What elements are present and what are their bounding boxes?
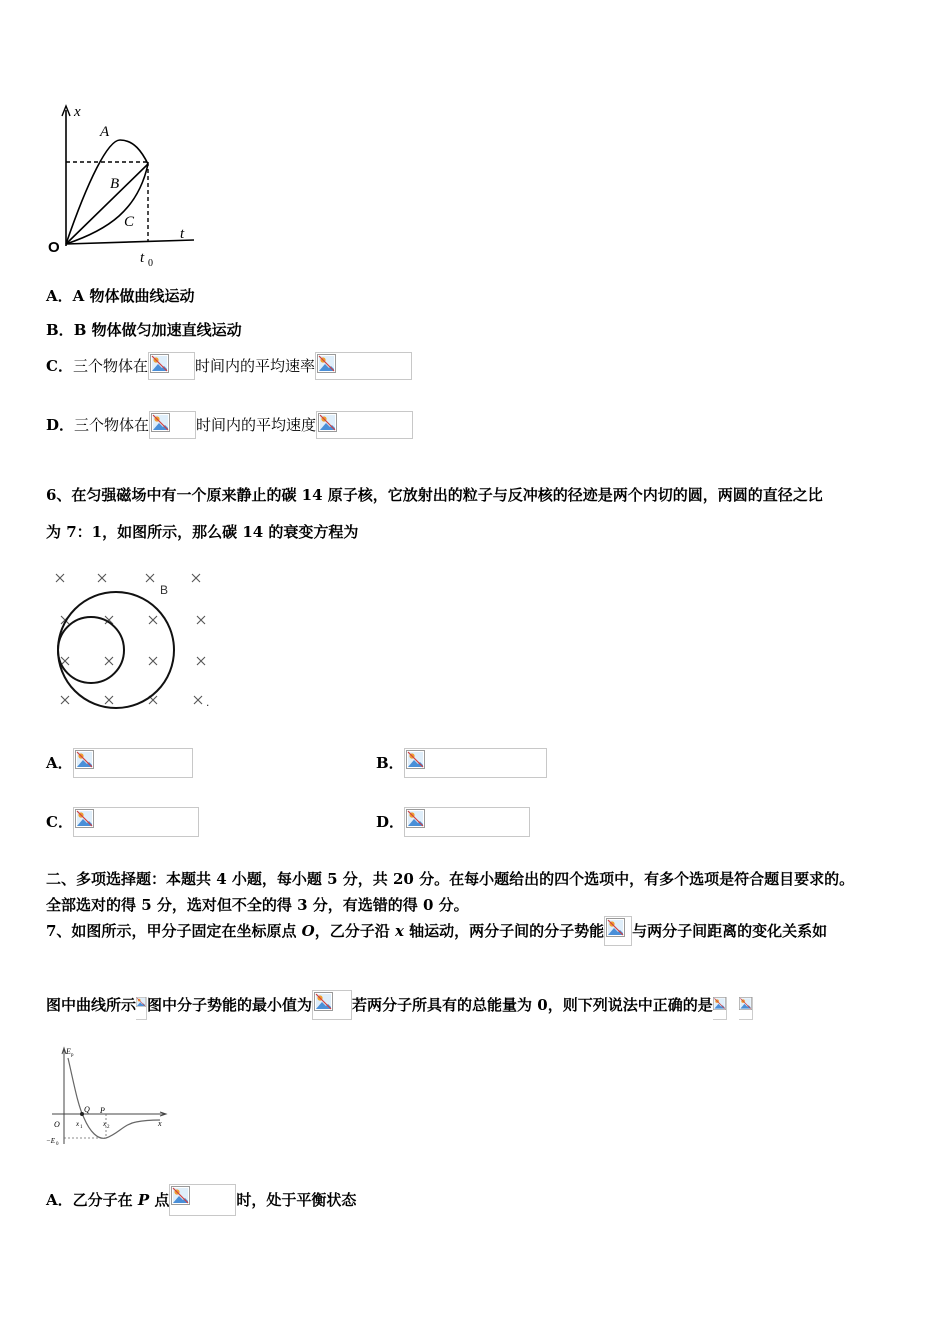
- q7-option-a-text: 时，处于平衡状态: [236, 1191, 357, 1209]
- q7-text: 若两分子所具有的总能量为 0，则下列说法中正确的是: [352, 996, 713, 1014]
- formula-image-e0: [312, 990, 352, 1020]
- broken-image-icon: [151, 413, 170, 432]
- field-dot: .: [206, 695, 210, 709]
- formula-image-velocity: [316, 411, 413, 439]
- t0-subscript: 0: [148, 258, 153, 269]
- broken-image-icon: [314, 992, 333, 1011]
- e0-label: −E: [46, 1137, 55, 1145]
- q7-option-a: [46, 1184, 356, 1216]
- broken-image-icon: [606, 918, 625, 937]
- q5-option-c-text-2: 时间内的平均速率: [194, 357, 315, 375]
- origin-label: O: [48, 239, 60, 256]
- q6-option-b-label: B．: [376, 754, 404, 772]
- broken-image-icon: [171, 1186, 190, 1205]
- broken-image-icon: [317, 354, 336, 373]
- magnetic-field-figure: [50, 568, 220, 718]
- formula-image-t0: [148, 352, 195, 380]
- q5-option-b-text: B 物体做匀加速直线运动: [73, 321, 242, 339]
- equation-image-a: [73, 748, 193, 778]
- x-axis-label: x: [158, 1119, 162, 1128]
- broken-image-icon: [136, 997, 146, 1007]
- small-circle-track: [58, 617, 124, 683]
- broken-image-icon: [406, 750, 425, 769]
- q6-option-a: [46, 748, 193, 778]
- ep-label: E: [66, 1047, 71, 1056]
- q5-option-d-text-2: 时间内的平均速度: [196, 416, 317, 434]
- p-label: P: [100, 1106, 105, 1115]
- axis-x-label: x: [74, 104, 81, 120]
- t-axis-line: [66, 240, 194, 244]
- q7-option-a-text: 乙分子在: [72, 1191, 138, 1209]
- q6-stem-line1: 6、在匀强磁场中有一个原来静止的碳 14 原子核，它放射出的粒子与反冲核的径迹是两个内切的圆，两圆的直径之比: [46, 486, 823, 504]
- q7-option-a-label: A．: [46, 1191, 73, 1209]
- section2-line2: 全部选对的得 5 分，选对但不全的得 3 分，有选错的得 0 分。: [46, 896, 469, 914]
- broken-image-icon: [406, 809, 425, 828]
- curve-c-label: C: [124, 214, 135, 230]
- q5-option-d: [46, 411, 413, 439]
- equation-image-d: [404, 807, 530, 837]
- potential-energy-graph: [44, 1044, 174, 1152]
- q5-option-c-label: C．: [46, 357, 73, 375]
- formula-image-speed: [315, 352, 412, 380]
- curve-a: [66, 140, 148, 244]
- q6-option-c: [46, 807, 199, 837]
- q7-text: 图中曲线所示: [46, 996, 137, 1014]
- x2-subscript: 2: [107, 1125, 110, 1130]
- q7-text: 7、如图所示，甲分子固定在坐标原点: [46, 922, 302, 940]
- q7-text: 与两分子间距离的变化关系如: [632, 922, 828, 940]
- q7-option-a-p: P: [137, 1191, 150, 1209]
- q7-stem-line2: [46, 990, 753, 1020]
- curve-a-label: A: [100, 124, 110, 140]
- formula-image-tiny: [739, 997, 753, 1020]
- q5-option-c: [46, 352, 412, 380]
- e0-subscript: 0: [56, 1142, 59, 1147]
- large-circle-track: [58, 592, 174, 708]
- q-label: Q: [84, 1105, 90, 1114]
- q7-stem-line1: [46, 916, 827, 946]
- q6-option-a-label: A．: [46, 754, 73, 772]
- origin-o-label: O: [54, 1120, 60, 1129]
- q7-option-a-text: 点: [149, 1191, 170, 1209]
- t0-label: t: [140, 250, 145, 266]
- formula-image-x2: [169, 1184, 236, 1216]
- formula-image-ep: [604, 916, 632, 946]
- q6-option-d: [376, 807, 530, 837]
- q5-option-c-text-1: 三个物体在: [72, 357, 148, 375]
- field-b-label: B: [160, 583, 169, 597]
- section2-line1: 二、多项选择题：本题共 4 小题，每小题 5 分，共 20 分。在每小题给出的四个选项中，有多个选项是符合题目要求的。: [46, 870, 855, 888]
- equation-image-c: [73, 807, 199, 837]
- line-b: [66, 164, 148, 244]
- q5-option-b-label: B．: [46, 321, 74, 339]
- broken-image-icon: [318, 413, 337, 432]
- broken-image-icon: [713, 997, 726, 1010]
- broken-image-icon: [75, 750, 94, 769]
- broken-image-icon: [75, 809, 94, 828]
- q7-text: 轴运动，两分子间的分子势能: [403, 922, 605, 940]
- formula-image-tiny: [713, 997, 727, 1020]
- formula-image-tiny: [136, 997, 147, 1020]
- q6-option-c-label: C．: [46, 813, 73, 831]
- formula-image-t0: [149, 411, 196, 439]
- q5-option-a-text: A 物体做曲线运动: [72, 287, 195, 305]
- q7-origin-o: O: [301, 922, 315, 940]
- q5-option-a: [46, 286, 195, 306]
- x2-label: x: [103, 1120, 107, 1128]
- xt-graph-figure: [48, 100, 208, 270]
- x1-label: x: [76, 1120, 80, 1128]
- q6-option-d-label: D．: [376, 813, 405, 831]
- broken-image-icon: [150, 354, 169, 373]
- q6-stem-line2: 为 7：1，如图所示，那么碳 14 的衰变方程为: [46, 523, 359, 541]
- q6-option-b: [376, 748, 547, 778]
- q5-option-d-label: D．: [46, 416, 75, 434]
- q7-text: 图中分子势能的最小值为: [147, 996, 313, 1014]
- section2-heading: [46, 866, 916, 918]
- curve-b-label: B: [110, 176, 120, 192]
- axis-t-label: t: [180, 226, 185, 242]
- q5-option-a-label: A．: [46, 287, 73, 305]
- q5-option-b: [46, 320, 242, 340]
- ep-subscript: p: [71, 1053, 74, 1058]
- q5-option-d-text-1: 三个物体在: [74, 416, 150, 434]
- q7-x: x: [394, 922, 404, 940]
- q7-text: ，乙分子沿: [314, 922, 395, 940]
- equation-image-b: [404, 748, 547, 778]
- broken-image-icon: [739, 997, 752, 1010]
- x1-subscript: 1: [80, 1125, 83, 1130]
